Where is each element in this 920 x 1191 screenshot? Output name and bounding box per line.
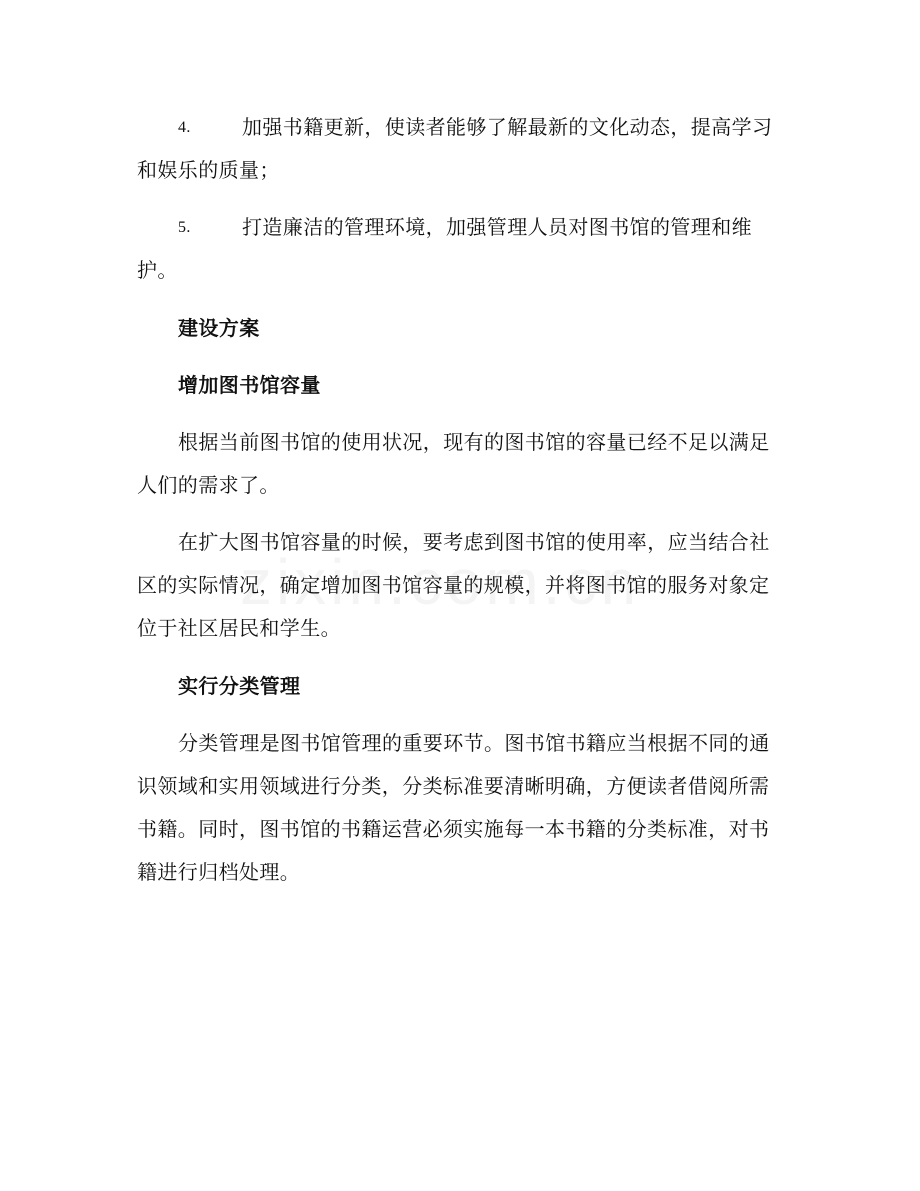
heading-classification: 实行分类管理 [178,674,301,698]
item-number: 4. [178,119,191,136]
item-text: 加强书籍更新，使读者能够了解最新的文化动态，提高学习和娱乐的质量； [137,115,773,182]
paragraph-classification: 分类管理是图书馆管理的重要环节。图书馆书籍应当根据不同的通识领域和实用领域进行分类，分类标准要清晰明确，方便读者借阅所需书籍。同时，图书馆的书籍运营必须实施每一本书籍的分类标准，对书籍进行归档处理。 [137,731,770,884]
heading-plan: 建设方案 [178,316,260,340]
item-number: 5. [178,219,191,236]
paragraph-capacity-status: 根据当前图书馆的使用状况，现有的图书馆的容量已经不足以满足人们的需求了。 [137,430,770,497]
numbered-item-4 [137,106,777,192]
heading-capacity: 增加图书馆容量 [178,373,321,397]
paragraph-capacity-plan: 在扩大图书馆容量的时候，要考虑到图书馆的使用率，应当结合社区的实际情况，确定增加图书馆容量的规模，并将图书馆的服务对象定位于社区居民和学生。 [137,530,770,640]
numbered-item-5 [137,206,777,292]
item-text: 打造廉洁的管理环境，加强管理人员对图书馆的管理和维护。 [137,215,752,282]
